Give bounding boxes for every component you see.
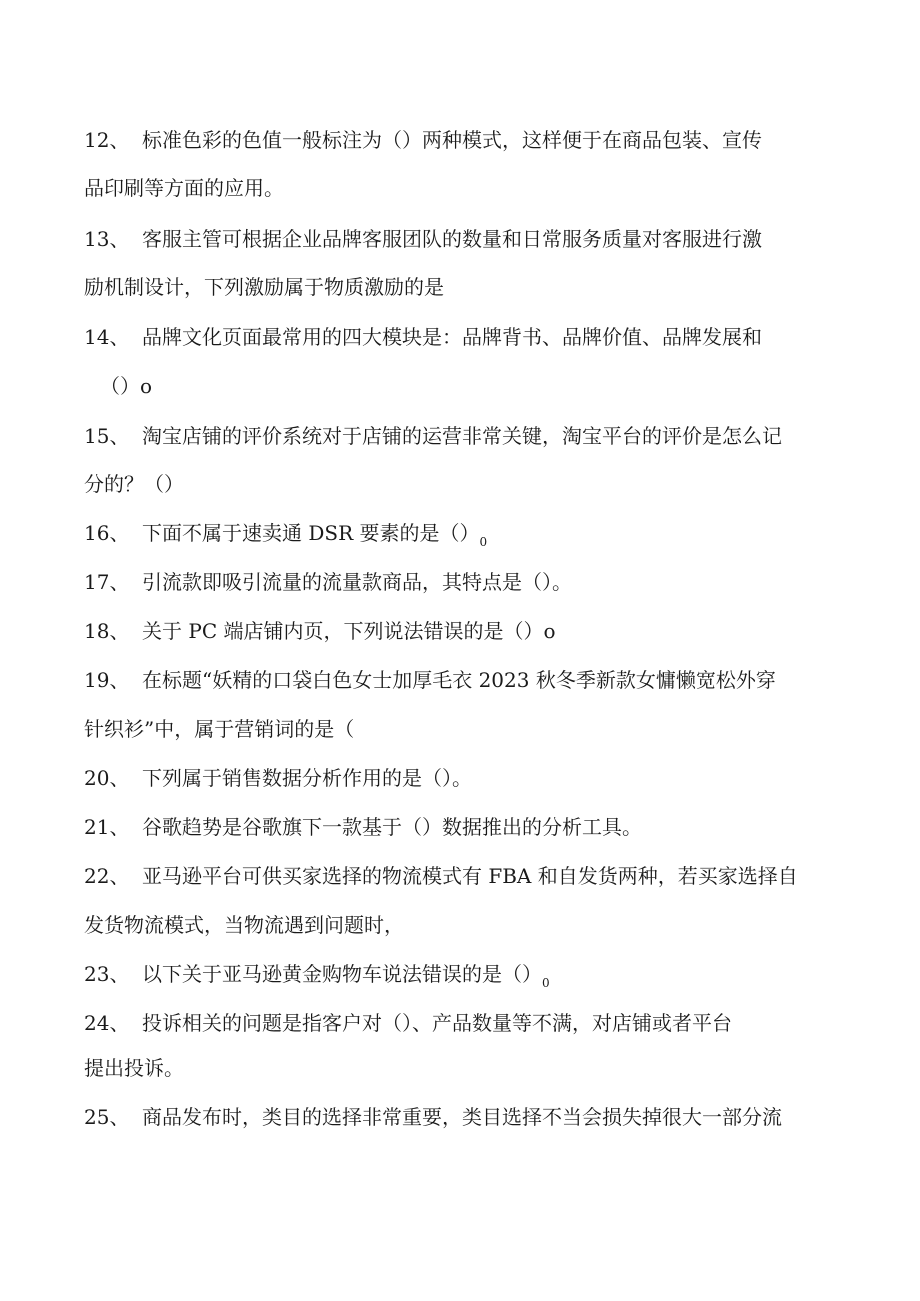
question-14 — [84, 323, 844, 351]
question-text: 引流款即吸引流量的流量款商品，其特点是（）。 — [142, 570, 572, 594]
question-text: 标准色彩的色值一般标注为（）两种模式，这样便于在商品包装、宣传 — [142, 128, 762, 152]
question-23 — [84, 960, 844, 997]
question-13 — [84, 225, 844, 253]
question-suffix: 0 — [479, 535, 488, 549]
question-text: 下列属于销售数据分析作用的是（）。 — [142, 766, 472, 790]
question-text: 以下关于亚马逊黄金购物车说法错误的是（） — [142, 962, 542, 986]
question-16 — [84, 519, 844, 556]
question-text: 投诉相关的问题是指客户对（）、产品数量等不满，对店铺或者平台 — [142, 1011, 732, 1035]
question-12 — [84, 126, 844, 154]
question-number: 22、 — [84, 864, 130, 888]
question-24-continuation: 提出投诉。 — [84, 1056, 184, 1080]
question-number: 15、 — [84, 424, 130, 448]
question-text: 品牌文化页面最常用的四大模块是：品牌背书、品牌价值、品牌发展和 — [142, 325, 762, 349]
question-number: 23、 — [84, 962, 130, 986]
question-number: 21、 — [84, 815, 130, 839]
question-number: 18、 — [84, 619, 130, 643]
question-25 — [84, 1103, 844, 1131]
question-22-continuation: 发货物流模式，当物流遇到问题时， — [84, 913, 404, 937]
question-text: 关于 PC 端店铺内页，下列说法错误的是（）o — [142, 619, 556, 643]
question-14-continuation: （）o — [100, 374, 153, 398]
question-number: 16、 — [84, 521, 130, 545]
question-number: 25、 — [84, 1105, 130, 1129]
question-text: 在标题“妖精的口袋白色女士加厚毛衣 2023 秋冬季新款女慵懒宽松外穿 — [142, 668, 776, 692]
question-number: 14、 — [84, 325, 130, 349]
question-20 — [84, 764, 844, 792]
question-text: 客服主管可根据企业品牌客服团队的数量和日常服务质量对客服进行激 — [142, 227, 762, 251]
question-number: 17、 — [84, 570, 130, 594]
question-22 — [84, 862, 844, 890]
question-text: 淘宝店铺的评价系统对于店铺的运营非常关键，淘宝平台的评价是怎么记 — [142, 424, 782, 448]
question-number: 13、 — [84, 227, 130, 251]
question-12-continuation: 品印刷等方面的应用。 — [84, 176, 284, 200]
question-15-continuation: 分的？（） — [84, 472, 184, 496]
question-15 — [84, 422, 844, 450]
question-17 — [84, 568, 844, 596]
question-text: 下面不属于速卖通 DSR 要素的是（） — [142, 521, 480, 545]
question-number: 12、 — [84, 128, 130, 152]
question-text: 谷歌趋势是谷歌旗下一款基于（）数据推出的分析工具。 — [142, 815, 642, 839]
question-suffix: 0 — [542, 976, 550, 990]
question-18 — [84, 617, 844, 645]
question-number: 19、 — [84, 668, 130, 692]
question-19-continuation: 针织衫”中，属于营销词的是（ — [84, 717, 355, 741]
question-number: 20、 — [84, 766, 130, 790]
question-number: 24、 — [84, 1011, 130, 1035]
question-13-continuation: 励机制设计，下列激励属于物质激励的是 — [84, 275, 444, 299]
question-21 — [84, 813, 844, 841]
question-19 — [84, 666, 844, 694]
question-text: 商品发布时，类目的选择非常重要，类目选择不当会损失掉很大一部分流 — [142, 1105, 782, 1129]
question-text: 亚马逊平台可供买家选择的物流模式有 FBA 和自发货两种，若买家选择自 — [142, 864, 798, 888]
question-24 — [84, 1009, 844, 1037]
